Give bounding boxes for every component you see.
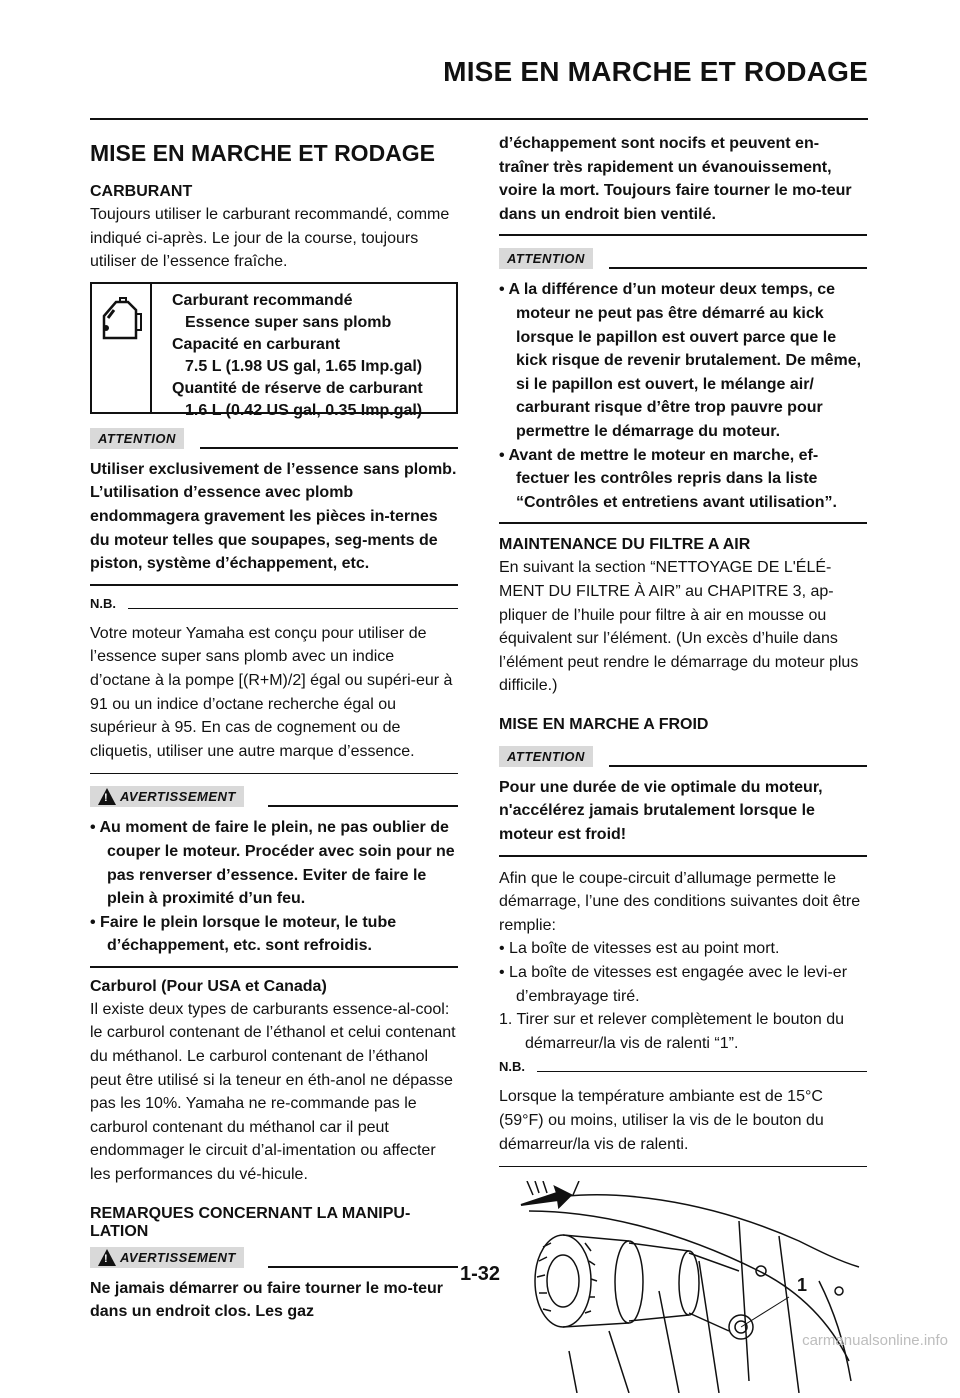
nb-text: Votre moteur Yamaha est conçu pour utiliser de l’essence super sans plomb avec un indice d’octane à la pompe [(R+M)/2] égal ou supéri-eur à 91 ou un indice d’octane recherche égal ou supérieur à 95. En cas de cognement ou de cliquetis, utiliser une autre marque d’essence. xyxy=(90,624,453,760)
warning-bullet: • Au moment de faire le plein, ne pas oublier de couper le moteur. Procéder avec soin pour ne pas renverser d’essence. Eviter de faire le plein à proximité d’un feu. xyxy=(90,819,455,908)
fuel-can-icon xyxy=(92,284,152,412)
fuel-text: Toujours utiliser le carburant recommandé, comme indiqué ci-après. Le jour de la course, toujours utiliser de l’essence fraîche. xyxy=(90,206,450,271)
cold-start-heading: MISE EN MARCHE A FROID xyxy=(499,715,709,733)
attention-text: Utiliser exclusivement de l’essence sans plomb. L’utilisation d’essence avec plomb endommagera gravement les pièces in-ternes du moteur telles que soupapes, seg-ments de piston, système d’échappement, etc. xyxy=(90,460,457,573)
fuel-spec-box xyxy=(90,282,458,419)
starter-knob-figure xyxy=(499,1181,867,1393)
warning-triangle-icon: ! xyxy=(98,788,116,805)
attention-bullet: • A la différence d’un moteur deux temps, ce moteur ne peut pas être démarré au kick lorsque le papillon est ouvert parce que le kick risque de revenir brutalement. De même, si le papillon est ouvert, le mélange air/ carburant risque d’être trop pauvre pour permettre le démarrage du moteur. xyxy=(499,281,862,440)
spec-label-fuel: Carburant recommandé xyxy=(172,291,353,309)
handling-heading: REMARQUES CONCERNANT LA MANIPU-LATION xyxy=(90,1204,411,1240)
attention-badge: ATTENTION xyxy=(90,428,184,449)
right-column xyxy=(499,132,867,1393)
attention-header xyxy=(499,248,867,272)
step-1: 1. Tirer sur et relever complètement le bouton du démarreur/la vis de ralenti “1”. xyxy=(499,1011,845,1052)
nb-end-rule xyxy=(499,1166,867,1167)
header-rule xyxy=(90,118,868,120)
spec-value-fuel: Essence super sans plomb xyxy=(185,313,392,331)
warning-text: Ne jamais démarrer ou faire tourner le mo-teur dans un endroit clos. Les gaz xyxy=(90,1279,443,1321)
running-header-title: MISE EN MARCHE ET RODAGE xyxy=(443,56,868,87)
attention-badge: ATTENTION xyxy=(499,746,593,767)
air-filter-heading: MAINTENANCE DU FILTRE A AIR xyxy=(499,536,751,554)
nb-header xyxy=(90,596,458,616)
nb-header xyxy=(499,1059,867,1079)
warning-end-rule xyxy=(499,234,867,236)
nb-end-rule xyxy=(90,773,458,774)
fuel-heading: CARBURANT xyxy=(90,183,193,200)
cold-start-bullet: • La boîte de vitesses est engagée avec le levi-er d’embrayage tiré. xyxy=(499,964,848,1005)
attention-text: Pour une durée de vie optimale du moteur, n'accélérez jamais brutalement lorsque le moteur est froid! xyxy=(499,778,823,844)
left-column xyxy=(90,132,458,1324)
nb-label: N.B. xyxy=(90,595,116,611)
attention-header xyxy=(90,428,458,452)
attention-end-rule xyxy=(499,855,867,857)
cold-start-intro: Afin que le coupe-circuit d’allumage permette le démarrage, l’une des conditions suivantes doit être remplie: xyxy=(499,869,861,934)
warning-continued-text: d’échappement sont nocifs et peuvent en-traîner très rapidement un évanouissement, voire la mort. Toujours faire tourner le mo-teur dans un endroit bien ventilé. xyxy=(499,135,852,223)
warning-header xyxy=(90,786,458,810)
gasohol-heading: Carburol (Pour USA et Canada) xyxy=(90,977,327,995)
attention-header xyxy=(499,746,867,770)
warning-triangle-icon: ! xyxy=(98,1249,116,1266)
figure-callout-1: 1 xyxy=(797,1275,808,1296)
warning-bullet: • Faire le plein lorsque le moteur, le tube d’échappement, etc. sont refroidis. xyxy=(90,913,397,955)
fuel-spec-text xyxy=(152,284,431,419)
nb-label: N.B. xyxy=(499,1059,525,1075)
attention-bullet: • Avant de mettre le moteur en marche, ef-fectuer les contrôles repris dans la liste “Contrôles et entretiens avant utilisation”. xyxy=(499,446,837,511)
air-filter-text: En suivant la section “NETTOYAGE DE L'ÉLÉ-MENT DU FILTRE À AIR” au CHAPITRE 3, ap-pliquer de l’huile pour filtre à air en mousse ou équivalent sur l’élément. (Un excès d’huile dans l’élément peut rendre le démarrage du moteur plus difficile.) xyxy=(499,559,859,695)
gasohol-text: Il existe deux types de carburants essence-al-cool: le carburol contenant de l’éthanol et celui contenant du méthanol. Le carburol contenant de l’éthanol peut être utilisé si la teneur en éth-anol ne dépasse pas les 10%. Yamaha ne re-commande pas le carburol contenant du méthanol car il peut endommager le circuit d’al-imentation ou affecter les performances du vé-hicule. xyxy=(90,1000,456,1184)
warning-badge xyxy=(90,786,244,807)
section-title: MISE EN MARCHE ET RODAGE xyxy=(90,140,436,166)
spec-value-reserve: 1.6 L (0.42 US gal, 0.35 Imp.gal) xyxy=(185,401,423,419)
spec-label-capacity: Capacité en carburant xyxy=(172,335,341,353)
spec-value-capacity: 7.5 L (1.98 US gal, 1.65 Imp.gal) xyxy=(185,357,423,375)
warning-label: AVERTISSEMENT xyxy=(120,1249,236,1265)
nb-text: Lorsque la température ambiante est de 15°C (59°F) ou moins, utiliser la vis de le bouton du démarreur/la vis de ralenti. xyxy=(499,1088,824,1153)
warning-label: AVERTISSEMENT xyxy=(120,789,236,805)
watermark: carmanualsonline.info xyxy=(802,1332,948,1349)
cold-start-bullet: • La boîte de vitesses est au point mort. xyxy=(499,940,780,958)
page-number: 1-32 xyxy=(459,1263,501,1285)
attention-end-rule xyxy=(90,584,458,586)
warning-end-rule xyxy=(90,966,458,968)
spec-label-reserve: Quantité de réserve de carburant xyxy=(172,379,423,397)
attention-badge: ATTENTION xyxy=(499,248,593,269)
starter-knob-illustration xyxy=(499,1181,867,1393)
attention-end-rule xyxy=(499,522,867,524)
